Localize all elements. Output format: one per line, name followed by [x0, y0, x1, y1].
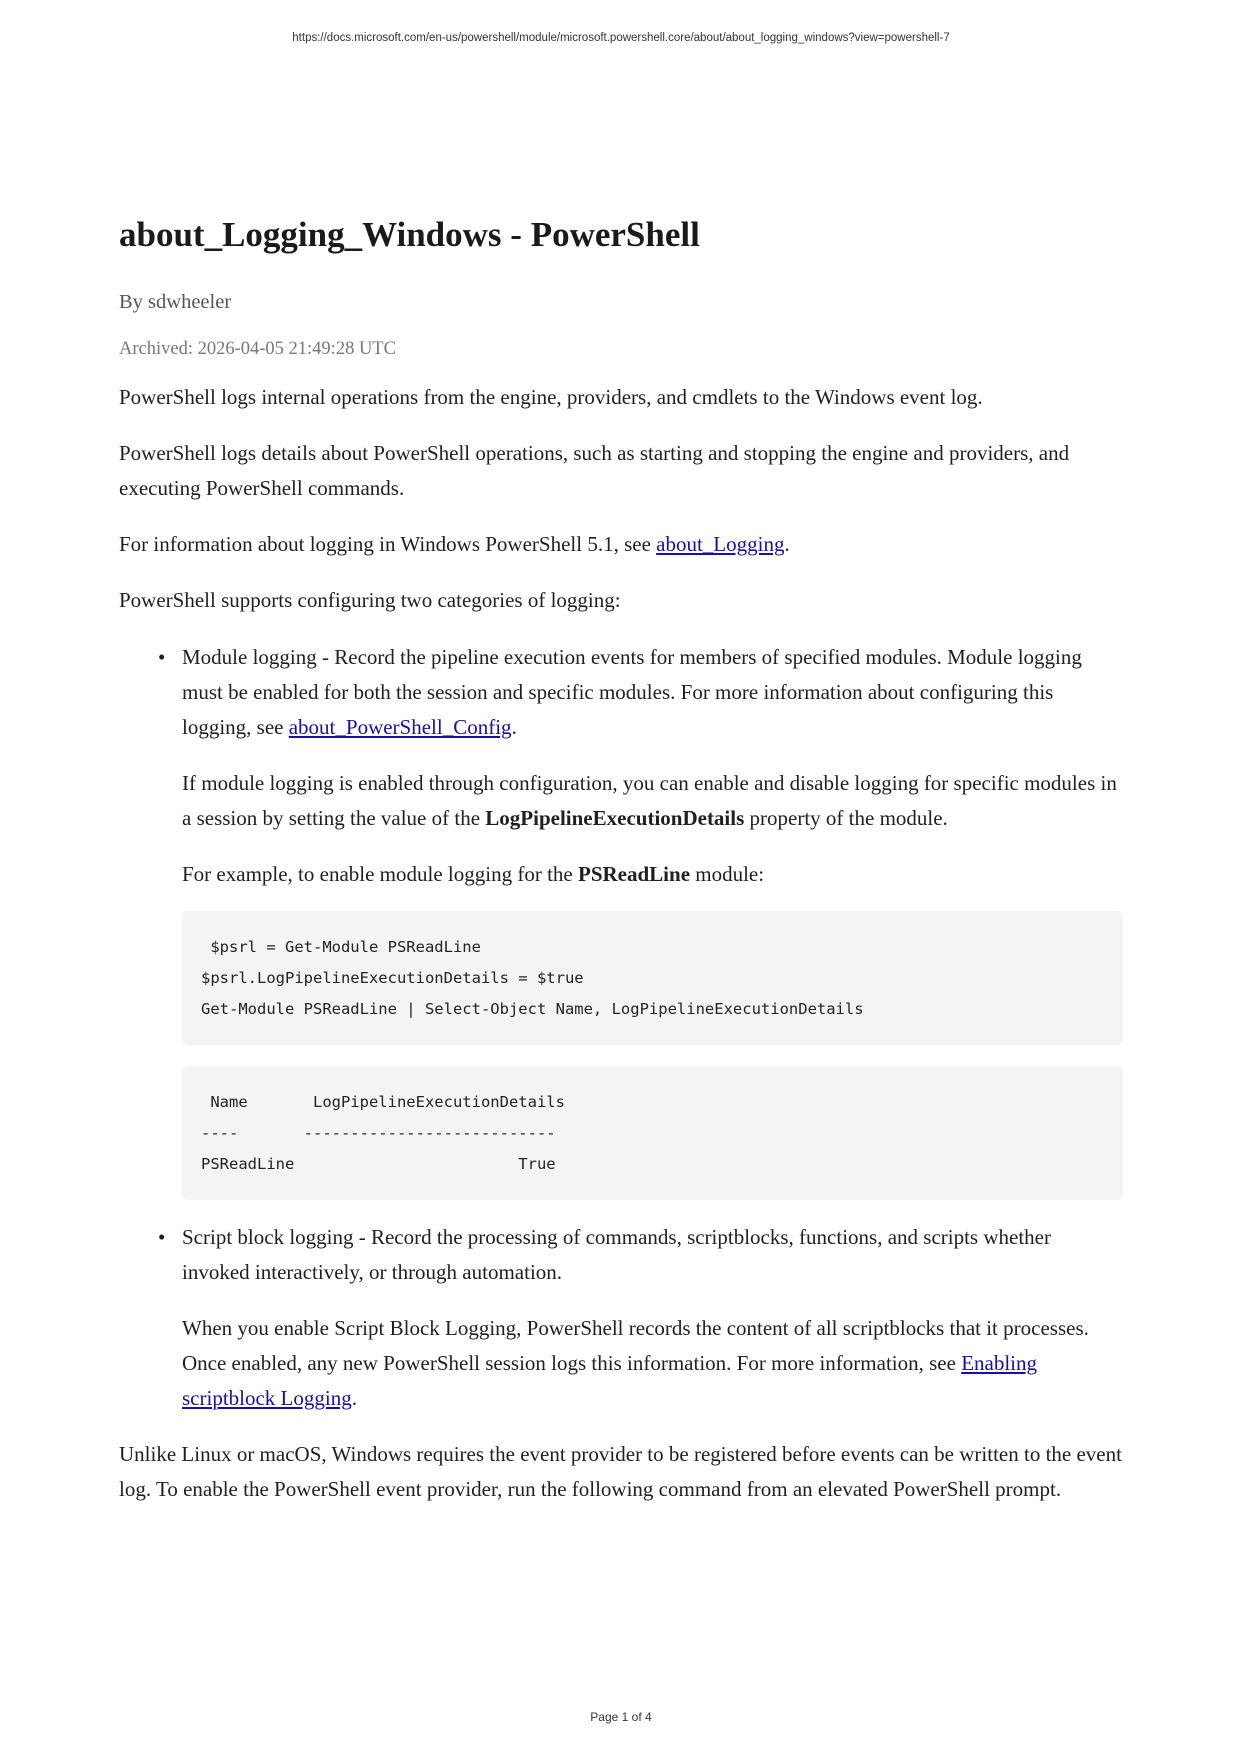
text-segment: .: [511, 715, 517, 739]
script-block-logging-paragraph: [182, 1311, 1123, 1416]
text-segment: When you enable Script Block Logging, PowerShell records the content of all scriptblocks that it processes. Once enabled, any new PowerShell session logs this information. For more information, see: [182, 1316, 1089, 1375]
module-logging-config-paragraph: [182, 766, 1123, 836]
enabling-scriptblock-logging-link[interactable]: Enabling scriptblock Logging: [182, 1351, 1038, 1410]
module-logging-text: [182, 640, 1123, 745]
code-block-enable-logging[interactable]: $psrl = Get-Module PSReadLine $psrl.LogPipelineExecutionDetails = $true Get-Module PSReadLine | Select-Object Name, LogPipelineExecutionDetails: [182, 911, 1123, 1045]
text-segment: For example, to enable module logging for the: [182, 862, 578, 886]
windows-powershell-paragraph: [119, 527, 1123, 562]
list-item-script-block-logging: [119, 1220, 1123, 1416]
list-item-module-logging: [119, 640, 1123, 1200]
text-segment: module:: [690, 862, 765, 886]
text-segment: Module logging - Record the pipeline execution events for members of specified modules. Module logging must be enabled for both the session and specific modules. For more information about configuring this logging, see: [182, 645, 1082, 739]
bold-term: LogPipelineExecutionDetails: [485, 806, 745, 830]
code-block-output[interactable]: Name LogPipelineExecutionDetails ---- --------------------------- PSReadLine True: [182, 1066, 1123, 1200]
categories-paragraph: PowerShell supports configuring two categories of logging:: [119, 588, 621, 612]
text-segment: If module logging is enabled through configuration, you can enable and disable logging for specific modules in a session by setting the value of the: [182, 771, 1117, 830]
event-provider-paragraph: Unlike Linux or macOS, Windows requires the event provider to be registered before events can be written to the event log. To enable the PowerShell event provider, run the following command from an elevated PowerShell prompt.: [119, 1442, 1122, 1501]
archived-timestamp: Archived: 2026-04-05 21:49:28 UTC: [119, 339, 396, 359]
page-url-header: https://docs.microsoft.com/en-us/powershell/module/microsoft.powershell.core/about/about_logging_windows?view=powershell-7: [292, 32, 950, 44]
bullet-marker: •: [158, 645, 166, 669]
script-block-logging-text: Script block logging - Record the processing of commands, scriptblocks, functions, and scripts whether invoked interactively, or through automation.: [182, 1225, 1051, 1284]
text-segment: .: [784, 532, 790, 556]
intro-paragraph: PowerShell logs internal operations from the engine, providers, and cmdlets to the Windows event log.: [119, 385, 983, 409]
details-paragraph: PowerShell logs details about PowerShell operations, such as starting and stopping the engine and providers, and executing PowerShell commands.: [119, 441, 1070, 500]
page-title: about_Logging_Windows - PowerShell: [119, 215, 700, 254]
text-segment: .: [351, 1386, 357, 1410]
text-segment: For information about logging in Windows PowerShell 5.1, see: [119, 532, 657, 556]
author-byline: By sdwheeler: [119, 291, 232, 313]
page-number-footer: Page 1 of 4: [590, 1710, 652, 1724]
logging-categories-list: [119, 640, 1123, 1416]
about-powershell-config-link[interactable]: about_PowerShell_Config: [288, 715, 512, 739]
text-segment: property of the module.: [744, 806, 948, 830]
article-content: [119, 211, 1123, 1507]
bullet-marker: •: [158, 1225, 166, 1249]
about-logging-link[interactable]: about_Logging: [656, 532, 785, 556]
module-logging-example-paragraph: [182, 857, 1123, 892]
bold-term: PSReadLine: [578, 862, 691, 886]
